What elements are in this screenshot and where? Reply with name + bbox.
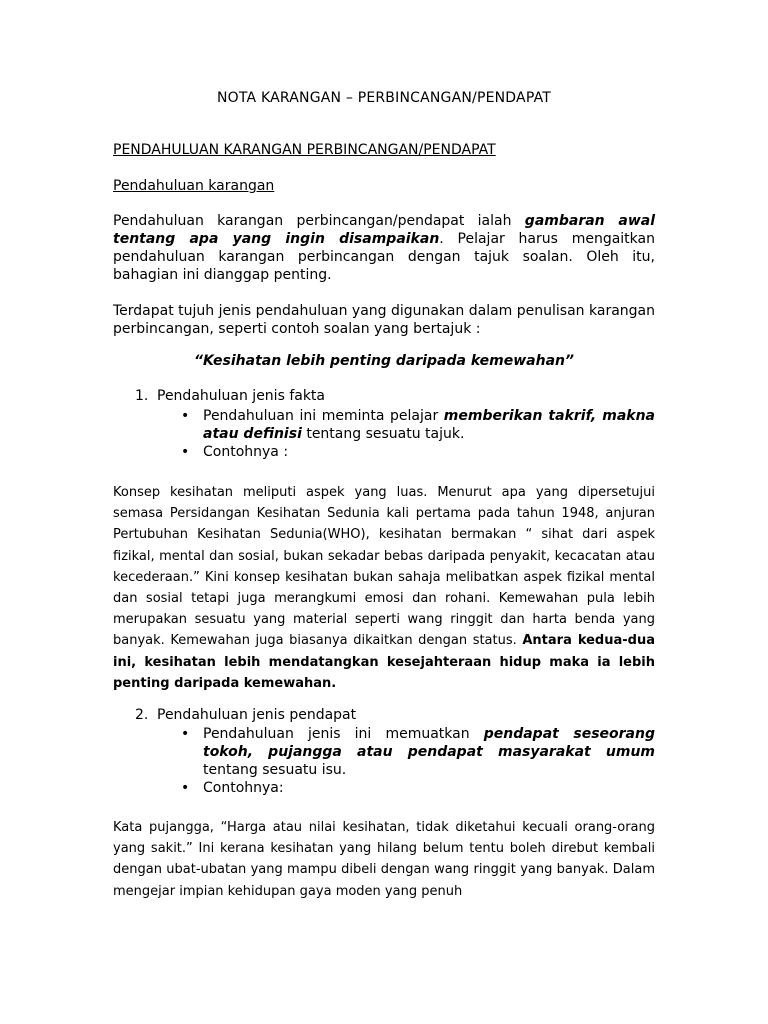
numbered-heading-fakta — [135, 388, 325, 404]
bullet-list-pendapat — [178, 725, 655, 797]
bullet-item — [178, 725, 655, 779]
essay-title-quote: “Kesihatan lebih penting daripada kemewahan” — [193, 353, 575, 369]
intro-text-1: Pendahuluan karangan perbincangan/pendapat ialah — [113, 213, 525, 229]
item-heading: Pendahuluan jenis pendapat — [157, 707, 357, 723]
bullet-text: Contohnya: — [203, 780, 284, 796]
bullet-item — [178, 407, 655, 443]
bullet-text: Contohnya : — [203, 444, 289, 460]
item-number: 1. — [135, 388, 149, 404]
bullet-text: tentang sesuatu isu. — [203, 762, 347, 778]
item-heading: Pendahuluan jenis fakta — [157, 388, 325, 404]
intro-paragraph — [113, 212, 655, 284]
document-title: NOTA KARANGAN – PERBINCANGAN/PENDAPAT — [216, 90, 552, 106]
intro-text-2: . Pelajar harus mengaitkan pendahuluan karangan perbincangan dengan tajuk soalan. Oleh itu, bahagian ini dianggap penting. — [113, 231, 655, 283]
example-paragraph-fakta — [113, 482, 655, 694]
types-paragraph: Terdapat tujuh jenis pendahuluan yang digunakan dalam penulisan karangan perbincangan, seperti contoh soalan yang bertajuk : — [113, 303, 655, 337]
bullet-list-fakta — [178, 407, 655, 461]
bullet-emphasis: memberikan takrif, makna atau definisi — [203, 408, 655, 442]
bullet-emphasis: pendapat seseorang tokoh, pujangga atau pendapat masyarakat umum — [203, 726, 655, 760]
bullet-item — [178, 443, 655, 461]
bullet-text: Pendahuluan jenis ini memuatkan — [203, 726, 484, 742]
item-number: 2. — [135, 707, 149, 723]
bullet-text: Pendahuluan ini meminta pelajar — [203, 408, 444, 424]
sub-heading: Pendahuluan karangan — [113, 178, 275, 194]
section-heading: PENDAHULUAN KARANGAN PERBINCANGAN/PENDAPAT — [113, 142, 496, 158]
numbered-heading-pendapat — [135, 707, 356, 723]
example-paragraph-pendapat: Kata pujangga, “Harga atau nilai kesihatan, tidak diketahui kecuali orang-orang yang sakit.” Ini kerana kesihatan yang hilang belum tentu boleh direbut kembali dengan ubat-ubatan yang mampu dibeli dengan wang ringgit yang banyak. Dalam mengejar impian kehidupan gaya moden yang penuh — [113, 820, 655, 899]
example-text: Konsep kesihatan meliputi aspek yang luas. Menurut apa yang dipersetujui semasa Persidangan Kesihatan Sedunia kali pertama pada tahun 1948, anjuran Pertubuhan Kesihatan Sedunia(WHO), kesihatan bermakan “ sihat dari aspek fizikal, mental dan sosial, bukan sekadar bebas daripada penyakit, kecacatan atau kecederaan.” Kini konsep kesihatan bukan sahaja melibatkan aspek fizikal mental dan sosial tetapi juga merangkumi emosi dan rohani. Kemewahan pula lebih merupakan sesuatu yang material seperti wang ringgit dan harta benda yang banyak. Kemewahan juga biasanya dikaitkan dengan status. — [113, 485, 655, 649]
example-bold-conclusion: Antara kedua-dua ini, kesihatan lebih mendatangkan kesejahteraan hidup maka ia lebih penting daripada kemewahan. — [113, 633, 655, 691]
bullet-text: tentang sesuatu tajuk. — [301, 426, 465, 442]
bullet-item — [178, 779, 655, 797]
intro-emphasis: gambaran awal tentang apa yang ingin disampaikan — [113, 213, 655, 247]
